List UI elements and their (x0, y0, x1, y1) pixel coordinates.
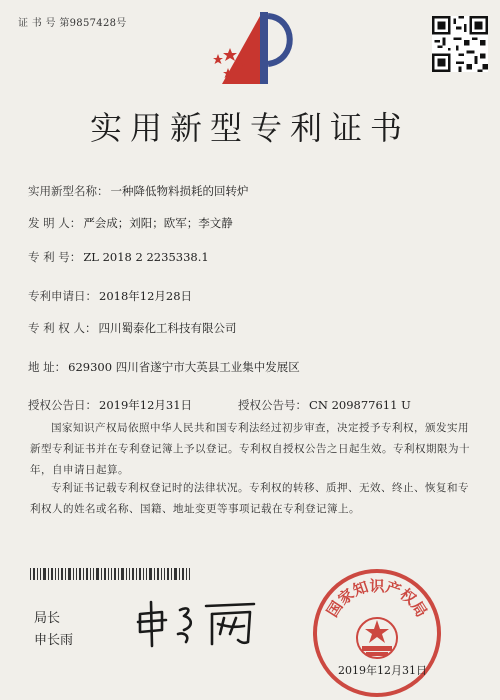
address-label: 地 址： (28, 360, 67, 374)
filing-date-row (28, 288, 488, 304)
patentee-label: 专 利 权 人： (28, 321, 97, 335)
paragraph-legal-status: 专利证书记载专利权登记时的法律状况。专利权的转移、质押、无效、终止、恢复和专利权人的姓名或名称、国籍、地址变更等事项记载在专利登记簿上。 (30, 482, 469, 515)
patent-number: ZL 2018 2 2235338.1 (83, 250, 209, 264)
address: 629300 四川省遂宁市大英县工业集中发展区 (68, 360, 300, 374)
handwritten-signature (132, 596, 262, 650)
qr-code-icon (432, 16, 488, 72)
patent-number-label: 专 利 号： (28, 250, 82, 264)
grant-number: CN 209877611 U (309, 398, 411, 412)
filing-date-label: 专利申请日： (28, 289, 97, 303)
certificate-title: 实用新型专利证书 (89, 109, 410, 147)
paragraph-grant: 国家知识产权局依照中华人民共和国专利法经过初步审查，决定授予专利权，颁发实用新型专利证书并在专利登记簿上予以登记。专利权自授权公告之日起生效。专利权期限为十年，自申请日起算。 (30, 422, 470, 476)
official-seal (310, 566, 444, 700)
signatory-block (34, 608, 73, 652)
seal-date: 2019年12月31日 (338, 664, 427, 677)
certificate-number: 证 书 号 第9857428号 (18, 18, 127, 29)
patent-number-row (28, 249, 488, 265)
inventor-label: 发 明 人： (28, 216, 82, 230)
inventors: 严会成；刘阳；欧军；李文静 (83, 216, 233, 230)
grant-number-label: 授权公告号： (238, 398, 308, 412)
seal-text: 国家知识产权局 (323, 577, 431, 621)
patentee-row (28, 320, 488, 336)
grant-date: 2019年12月31日 (99, 398, 193, 412)
patentee: 四川蜀泰化工科技有限公司 (98, 321, 237, 335)
utility-model-name: 一种降低物料损耗的回转炉 (110, 184, 249, 198)
filing-date: 2018年12月28日 (99, 289, 193, 303)
signatory-title: 局长 (34, 611, 61, 626)
inventor-row (28, 215, 488, 231)
signatory-name: 申长雨 (34, 633, 74, 648)
grant-row (28, 397, 488, 413)
utility-model-name-row (28, 183, 488, 199)
address-row (28, 359, 488, 375)
barcode-icon (30, 568, 190, 580)
utility-model-name-label: 实用新型名称： (28, 184, 109, 198)
grant-date-label: 授权公告日： (28, 398, 97, 412)
cnipa-logo-icon (200, 8, 304, 88)
